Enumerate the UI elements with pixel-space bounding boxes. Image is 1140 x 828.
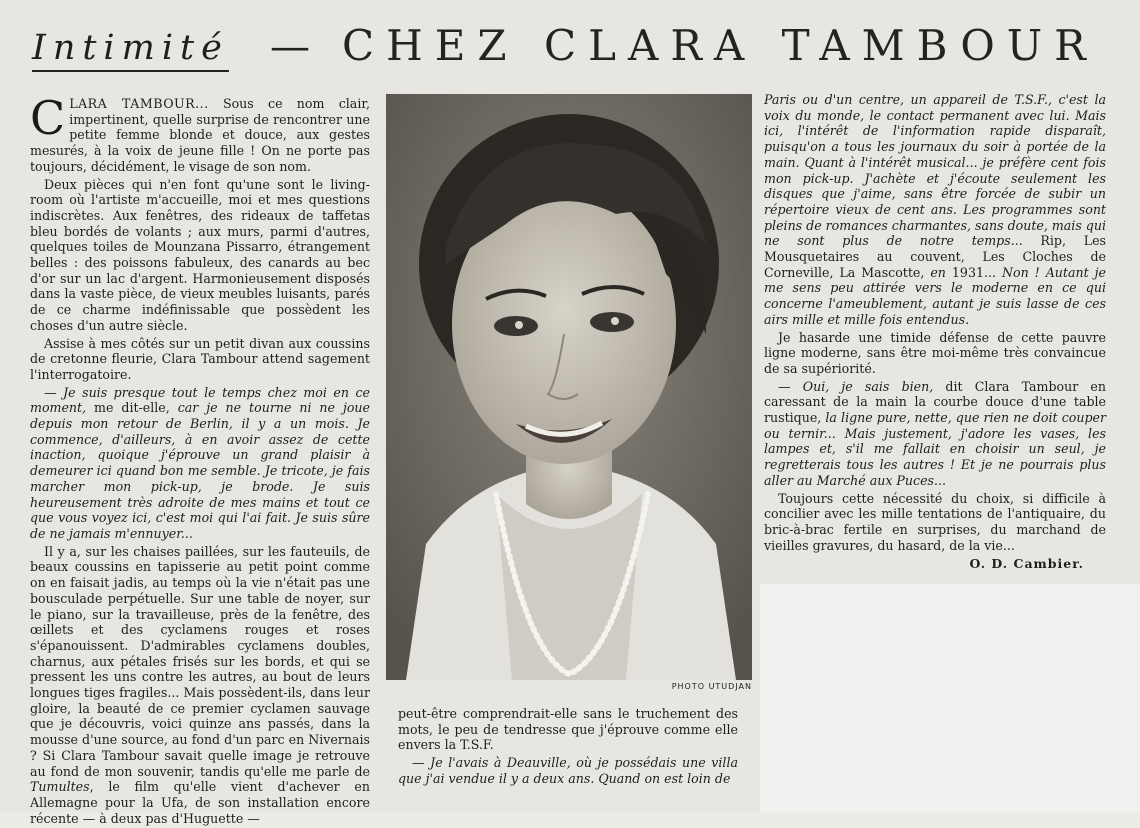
paragraph-quote (764, 379, 1106, 489)
quote-text: — Je suis presque tout le temps chez moi en ce moment, (30, 384, 370, 416)
section-kicker: Intimité (32, 28, 229, 72)
paragraph-text: , le film qu'elle vient d'achever en Allemagne pour la Ufa, de son installation encore récente — à deux pas d'Huguette — (30, 779, 370, 826)
paragraph: Toujours cette nécessité du choix, si difficile à concilier avec les mille tentations de l'antiquaire, du bric-à-brac fertile en surprises, du marchand de vieilles gravures, du hasard, de la vie... (764, 490, 1106, 553)
header-dash: — (270, 24, 310, 70)
paragraph: Assise à mes côtés sur un petit divan aux coussins de cretonne fleurie, Clara Tambour attend sagement l'interrogatoire. (30, 335, 370, 382)
opening-smallcaps: LARA TAMBOUR... (69, 96, 209, 111)
paragraph: Je hasarde une timide défense de cette pauvre ligne moderne, sans être moi-même très convaincue de sa supériorité. (764, 329, 1106, 376)
paragraph: Deux pièces qui n'en font qu'une sont le living-room où l'artiste m'accueille, moi et mes questions indiscrètes. Aux fenêtres, des rideaux de taffetas bleu bordés de volants ; aux murs, parmi d'autres, quelques toiles de Mounzana Pissarro, étrangement belles : des poissons fabuleux, des canards au bec d'or sur un lac d'argent. Harmonieusement disposés dans la vaste pièce, de vieux meubles luisants, parés de ce charme indéfinissable que possèdent les choses d'un autre siècle. (30, 176, 370, 333)
paragraph (30, 544, 370, 827)
film-title: Tumultes (30, 779, 90, 795)
quote-text: — Oui, je sais bien, (778, 378, 934, 394)
quote-text: Paris ou d'un centre, un appareil de T.S.F., c'est la voix du monde, le contact permanent avec lui. Mais ici, l'intérêt de l'information rapide disparaît, puisqu'on a tous les journaux du soir à portée de la main. Quant à l'intérêt musical... je préfère cent fois mon pick-up. J'achète et j'écoute seulement les disques que j'aime, sans être forcée de subir un répertoire vieux de cent ans. Les programmes sont pleins de romances charmantes, sans doute, mais qui ne sont plus de notre temps... (764, 92, 1107, 249)
portrait-photo (386, 94, 752, 680)
article-column-1 (30, 91, 370, 828)
article-header (30, 20, 1120, 76)
quote-text: en (930, 264, 946, 280)
photo-credit: PHOTO UTUDJAN (671, 682, 752, 691)
quote-text: ... Non ! Autant je me sens peu attirée vers le moderne en ce qui concerne l'ameublement, autant je suis lasse de ces airs mille et mille fois entendus. (764, 264, 1106, 327)
paragraph-text: Il y a, sur les chaises paillées, sur les fauteuils, de beaux coussins en tapisserie au petit point comme on en faisait jadis, au temps où la vie n'était pas une bousculade perpétuelle. Sur une table de noyer, sur le piano, sur la travailleuse, près de la fenêtre, des œillets et des cyclamens rouges et roses s'épanouissent. D'admirables cyclamens doubles, charnus, aux pétales frisés sur les bords, et qui se pressent les uns contre les autres, au bout de leurs longues tiges fragiles... Mais possèdent-ils, dans leur gloire, la beauté de ce premier cyclamen sauvage que je découvris, voici quinze ans passés, dans la mousse d'une source, au fond d'un parc en Nivernais ? Si Clara Tambour savait quelle image je retrouve au fond de mon souvenir, tandis qu'elle me parle de (30, 543, 370, 779)
drop-cap: C (30, 91, 66, 145)
article-headline: CHEZ CLARA TAMBOUR (342, 21, 1098, 70)
attribution-text: me dit-elle, (86, 400, 178, 416)
paragraph-text: Sous ce nom clair, impertinent, quelle surprise de rencontrer une petite femme blonde et douce, aux gestes mesurés, à la voix de jeune fille ! On ne porte pas toujours, décidément, le visage de son nom. (30, 96, 370, 174)
quote-text: la ligne pure, nette, que rien ne doit couper ou ternir... Mais justement, j'adore les vases, les lampes et, s'il me fallait en choisir un seul, je regretterais tous les autres ! Et je ne pourrais plus aller au Marché aux Puces... (764, 410, 1106, 488)
song-titles: Rip, Les Mousquetaires au couvent, Les Cloches de Corneville, La Mascotte, (764, 233, 1106, 280)
article-column-3 (764, 92, 1106, 555)
paragraph-quote: — Je l'avais à Deauville, où je possédais une villa que j'ai vendue il y a deux ans. Quand on est loin de (398, 755, 738, 786)
paragraph: peut-être comprendrait-elle sans le truchement des mots, le peu de tendresse que j'éprouve comme elle envers la T.S.F. (398, 706, 738, 753)
article-column-2 (398, 706, 738, 789)
attribution-text: dit Clara Tambour en caressant de la main la courbe douce d'une table rustique, (764, 378, 1106, 426)
portrait-illustration (386, 94, 752, 680)
paragraph-quote (30, 385, 370, 542)
quote-text: car je ne tourne ni ne joue depuis mon retour de Berlin, il y a un mois. Je commence, d'ailleurs, à en avoir assez de cette inaction, quoique j'éprouve un grand plaisir à demeurer ici quand bon me semble. Je tricote, je fais marcher mon pick-up, je brode. Je suis heureusement très adroite de mes mains et tout ce que vous voyez ici, c'est moi qui l'ai fait. Je suis sûre de ne jamais m'ennuyer... (30, 400, 370, 541)
author-signature: O. D. Cambier. (969, 556, 1084, 571)
blank-margin (760, 584, 1140, 812)
paragraph (30, 91, 370, 175)
year-text: 1931 (945, 264, 984, 280)
paragraph-quote (764, 92, 1106, 328)
